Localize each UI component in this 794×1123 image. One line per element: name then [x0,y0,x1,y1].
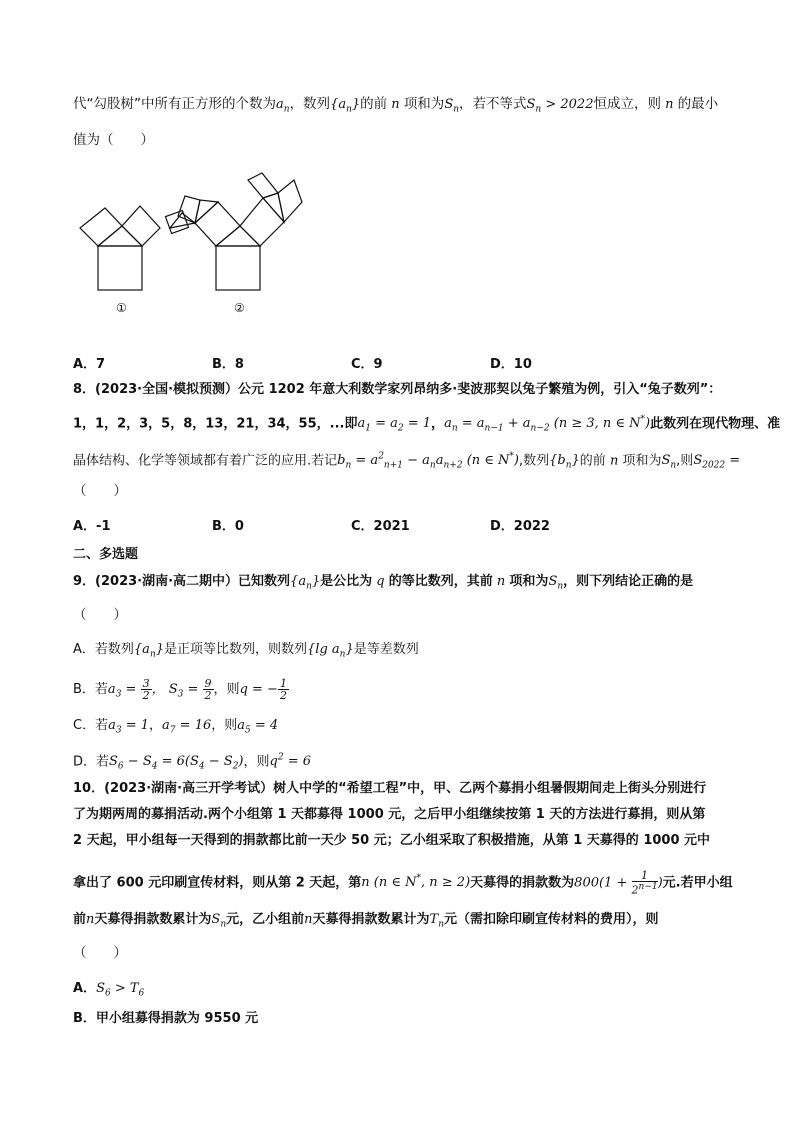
text: A． [73,981,97,996]
text: 元（需扣除印刷宣传材料的费用），则 [443,912,659,927]
section-title-multi-choice: 二、多选题 [73,547,139,562]
q7-option-d[interactable]: D．10 [490,357,532,372]
text: ,数列 [518,453,550,469]
text: ， [149,718,163,733]
q10-line-3: 2 天起，甲小组每一天得到的捐款都比前一天少 50 元；乙小组采取了积极措施，从第 1 天募得的 1000 元中 [73,833,711,848]
tree-figure-1 [80,206,160,290]
q8-option-d[interactable]: D．2022 [490,519,550,534]
q8-option-c[interactable]: C．2021 [351,519,410,534]
text: 项和为 [403,96,445,112]
text: A．若数列 [73,642,134,657]
figure-2-label: ② [234,301,245,315]
text: 元.若甲小组 [662,875,733,891]
q10-line-1: 10．(2023·湖南·高三开学考试）树人中学的“希望工程”中，甲、乙两个募捐小组暑假期间走上街头分别进行 [73,781,707,796]
text: 的等比数列，其前 [388,574,493,589]
text: C．若 [73,718,109,733]
q10-line-2: 了为期两周的募捐活动.两个小组第 1 天都募得 1000 元，之后甲小组继续按第 1 天的方法进行募捐，则从第 [73,807,706,822]
q8-line-4: （ ） [73,483,127,499]
text: 天募得捐款数累计为 [312,912,430,927]
q8-option-a[interactable]: A．-1 [73,519,111,534]
text: 天募得的捐款数为 [470,875,575,891]
text: 是正项等比数列，则数列 [164,642,308,657]
text: 元，乙小组前 [226,912,305,927]
q7-line-2: 值为（ ） [73,132,154,148]
text: 项和为 [622,453,662,469]
text: 的最小 [677,96,719,112]
text: ，则 [243,754,270,770]
q7-option-a[interactable]: A．7 [73,357,106,372]
text: 恒成立，则 [593,96,661,112]
text: ，则 [213,682,240,697]
text: ， [431,416,445,432]
q10-line-4: 拿出了 600 元印刷宣传材料，则从第 2 天起，第n (n ∈ N*, n ≥ 2)天募得的捐款数为800(1 + $\frac{1}{2^{n-1}}$ )元.若甲小组 [73,869,733,897]
q10-option-b[interactable]: B．甲小组募得捐款为 9550 元 [73,1011,259,1026]
q10-option-a[interactable]: A．$S_6 > T_6$ [73,981,145,999]
q9-line-2: （ ） [73,607,127,623]
q10-line-5: 前n天募得捐款数累计为$S_n$元，乙小组前n天募得捐款数累计为$T_n$元（需扣除印刷宣传材料的费用），则 [73,912,659,930]
text: 的前 [360,96,388,112]
text: 前 [73,912,87,927]
text: ，数列 [289,96,331,112]
q10-line-6: （ ） [73,945,127,961]
q9-option-b[interactable]: B．若$a_3$ = $\frac{3}{2}$ ， $S_3$ = $\frac{9}{2}$ ，则q = − $\frac{1}{2}$ [73,677,287,702]
text: 拿出了 600 元印刷宣传材料，则从第 2 天起，第 [73,875,362,891]
text: 项和为 [509,574,549,589]
text: 天募得捐款数累计为 [94,912,212,927]
text: 是等差数列 [353,642,419,657]
text: ,则 [676,453,694,469]
q9-option-d[interactable]: D．若$S_6 - S_4 = 6(S_4 - S_2)$，则$q^2 = 6$ [73,753,312,772]
text: 9．(2023·湖南·高二期中）已知数列 [73,574,291,589]
text: D．若 [73,754,110,770]
text: 此数列在现代物理、准 [650,416,781,432]
text: 晶体结构、化学等领域都有着广泛的应用.若记 [73,453,338,469]
text: ，若不等式 [459,96,527,112]
q8-line-3: 晶体结构、化学等领域都有着广泛的应用.若记$b_n = a^2_{n+1} - a_na_{n+2}$ (n ∈ N*),数列$\{b_n\}$的前 n 项和为$S_n$,则$S_{2022}$ = [73,452,741,471]
q7-option-b[interactable]: B．8 [212,357,244,372]
tree-figure-2 [165,173,302,290]
figure-1-label: ① [116,301,127,315]
q8-line-1: 8．(2023·全国·模拟预测）公元 1202 年意大利数学家列昂纳多·斐波那契以兔子繁殖为例，引入“兔子数列”： [73,382,722,397]
text: ，则下列结论正确的是 [563,574,694,589]
q9-option-c[interactable]: C．若$a_3 = 1$，$a_7 = 16$，则$a_5 = 4$ [73,718,279,736]
q9-line-1: 9．(2023·湖南·高二期中）已知数列$\{a_n\}$是公比为 q 的等比数列，其前 n 项和为$S_n$，则下列结论正确的是 [73,574,694,592]
q7-line-1: 代“勾股树”中所有正方形的个数为$a_n$，数列$\{a_n\}$的前 n 项和为$S_n$，若不等式$S_n > 2022$恒成立，则 n 的最小 [73,96,719,115]
text: 的前 [579,453,606,469]
q8-line-2: 1，1，2，3，5，8，13，21，34，55，...即$a_1 = a_2 = 1$，$a_n = a_{n-1} + a_{n-2}$ (n ≥ 3, n ∈ N*)此数列在现代物理、准 [73,415,781,434]
text: B．若 [73,682,108,697]
q7-option-c[interactable]: C．9 [351,357,383,372]
text: 是公比为 [320,574,373,589]
pythagoras-tree-figure [70,158,330,318]
q8-option-b[interactable]: B．0 [212,519,244,534]
q9-option-a[interactable]: A．若数列$\{a_n\}$是正项等比数列，则数列{lg $a_n$}是等差数列 [73,642,419,660]
text: 1，1，2，3，5，8，13，21，34，55，...即 [73,416,358,432]
text: 代“勾股树”中所有正方形的个数为 [73,96,276,112]
text: ，则 [211,718,238,733]
